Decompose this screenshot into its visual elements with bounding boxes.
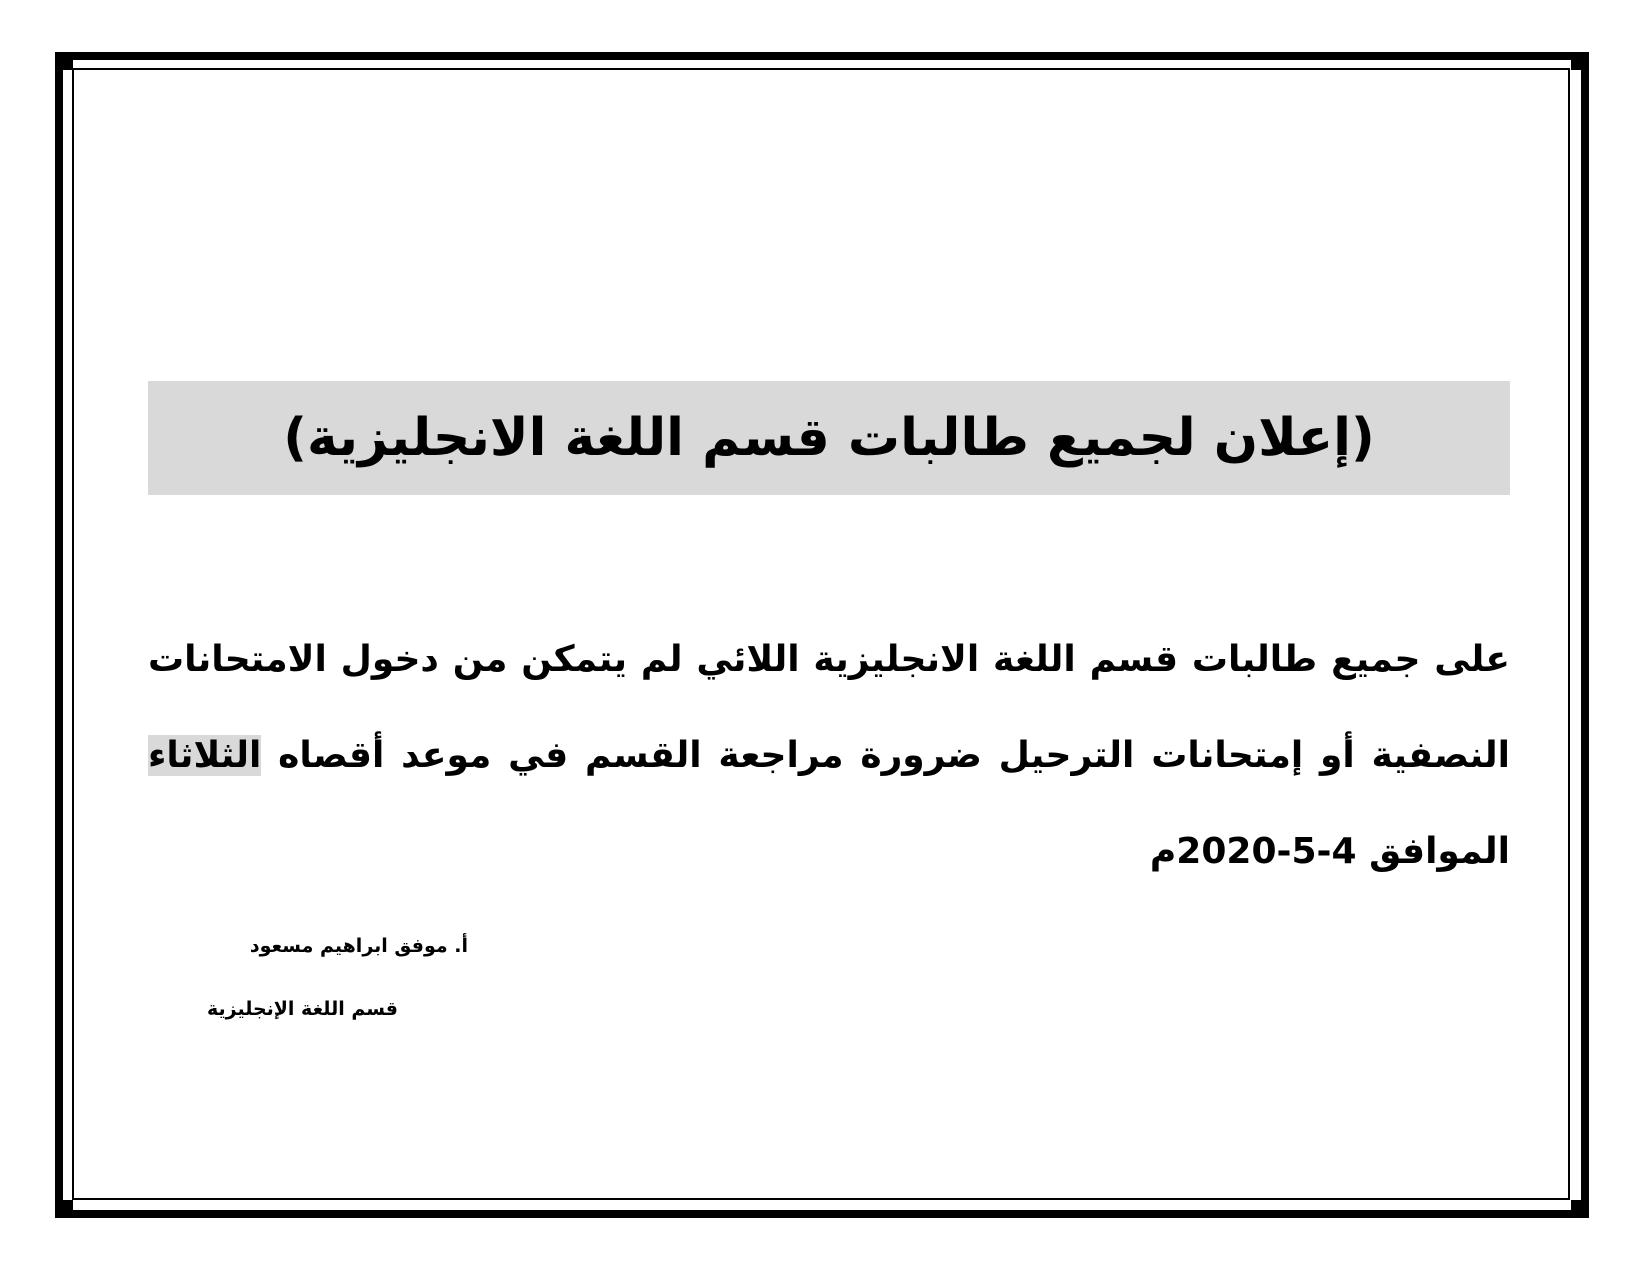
title-banner: [148, 381, 1510, 495]
body-text-part1: على جميع طالبات قسم اللغة الانجليزية اللائي لم يتمكن من دخول الامتحانات النصفية أو إمتحانات الترحيل ضرورة مراجعة القسم في موعد أقصاه: [148, 639, 1510, 776]
border-corner: [55, 1200, 73, 1218]
body-highlight-day: الثلاثاء: [148, 735, 262, 776]
border-corner: [55, 52, 73, 70]
border-corner: [1571, 52, 1589, 70]
announcement-title: (إعلان لجميع طالبات قسم اللغة الانجليزية): [283, 408, 1375, 468]
body-text-part2: الموافق 4-5-2020م: [1149, 831, 1510, 872]
border-corner: [1571, 1200, 1589, 1218]
signature-department: قسم اللغة الإنجليزية: [206, 998, 398, 1020]
signature-name: أ. موفق ابراهيم مسعود: [249, 935, 468, 957]
announcement-body: [148, 612, 1510, 900]
